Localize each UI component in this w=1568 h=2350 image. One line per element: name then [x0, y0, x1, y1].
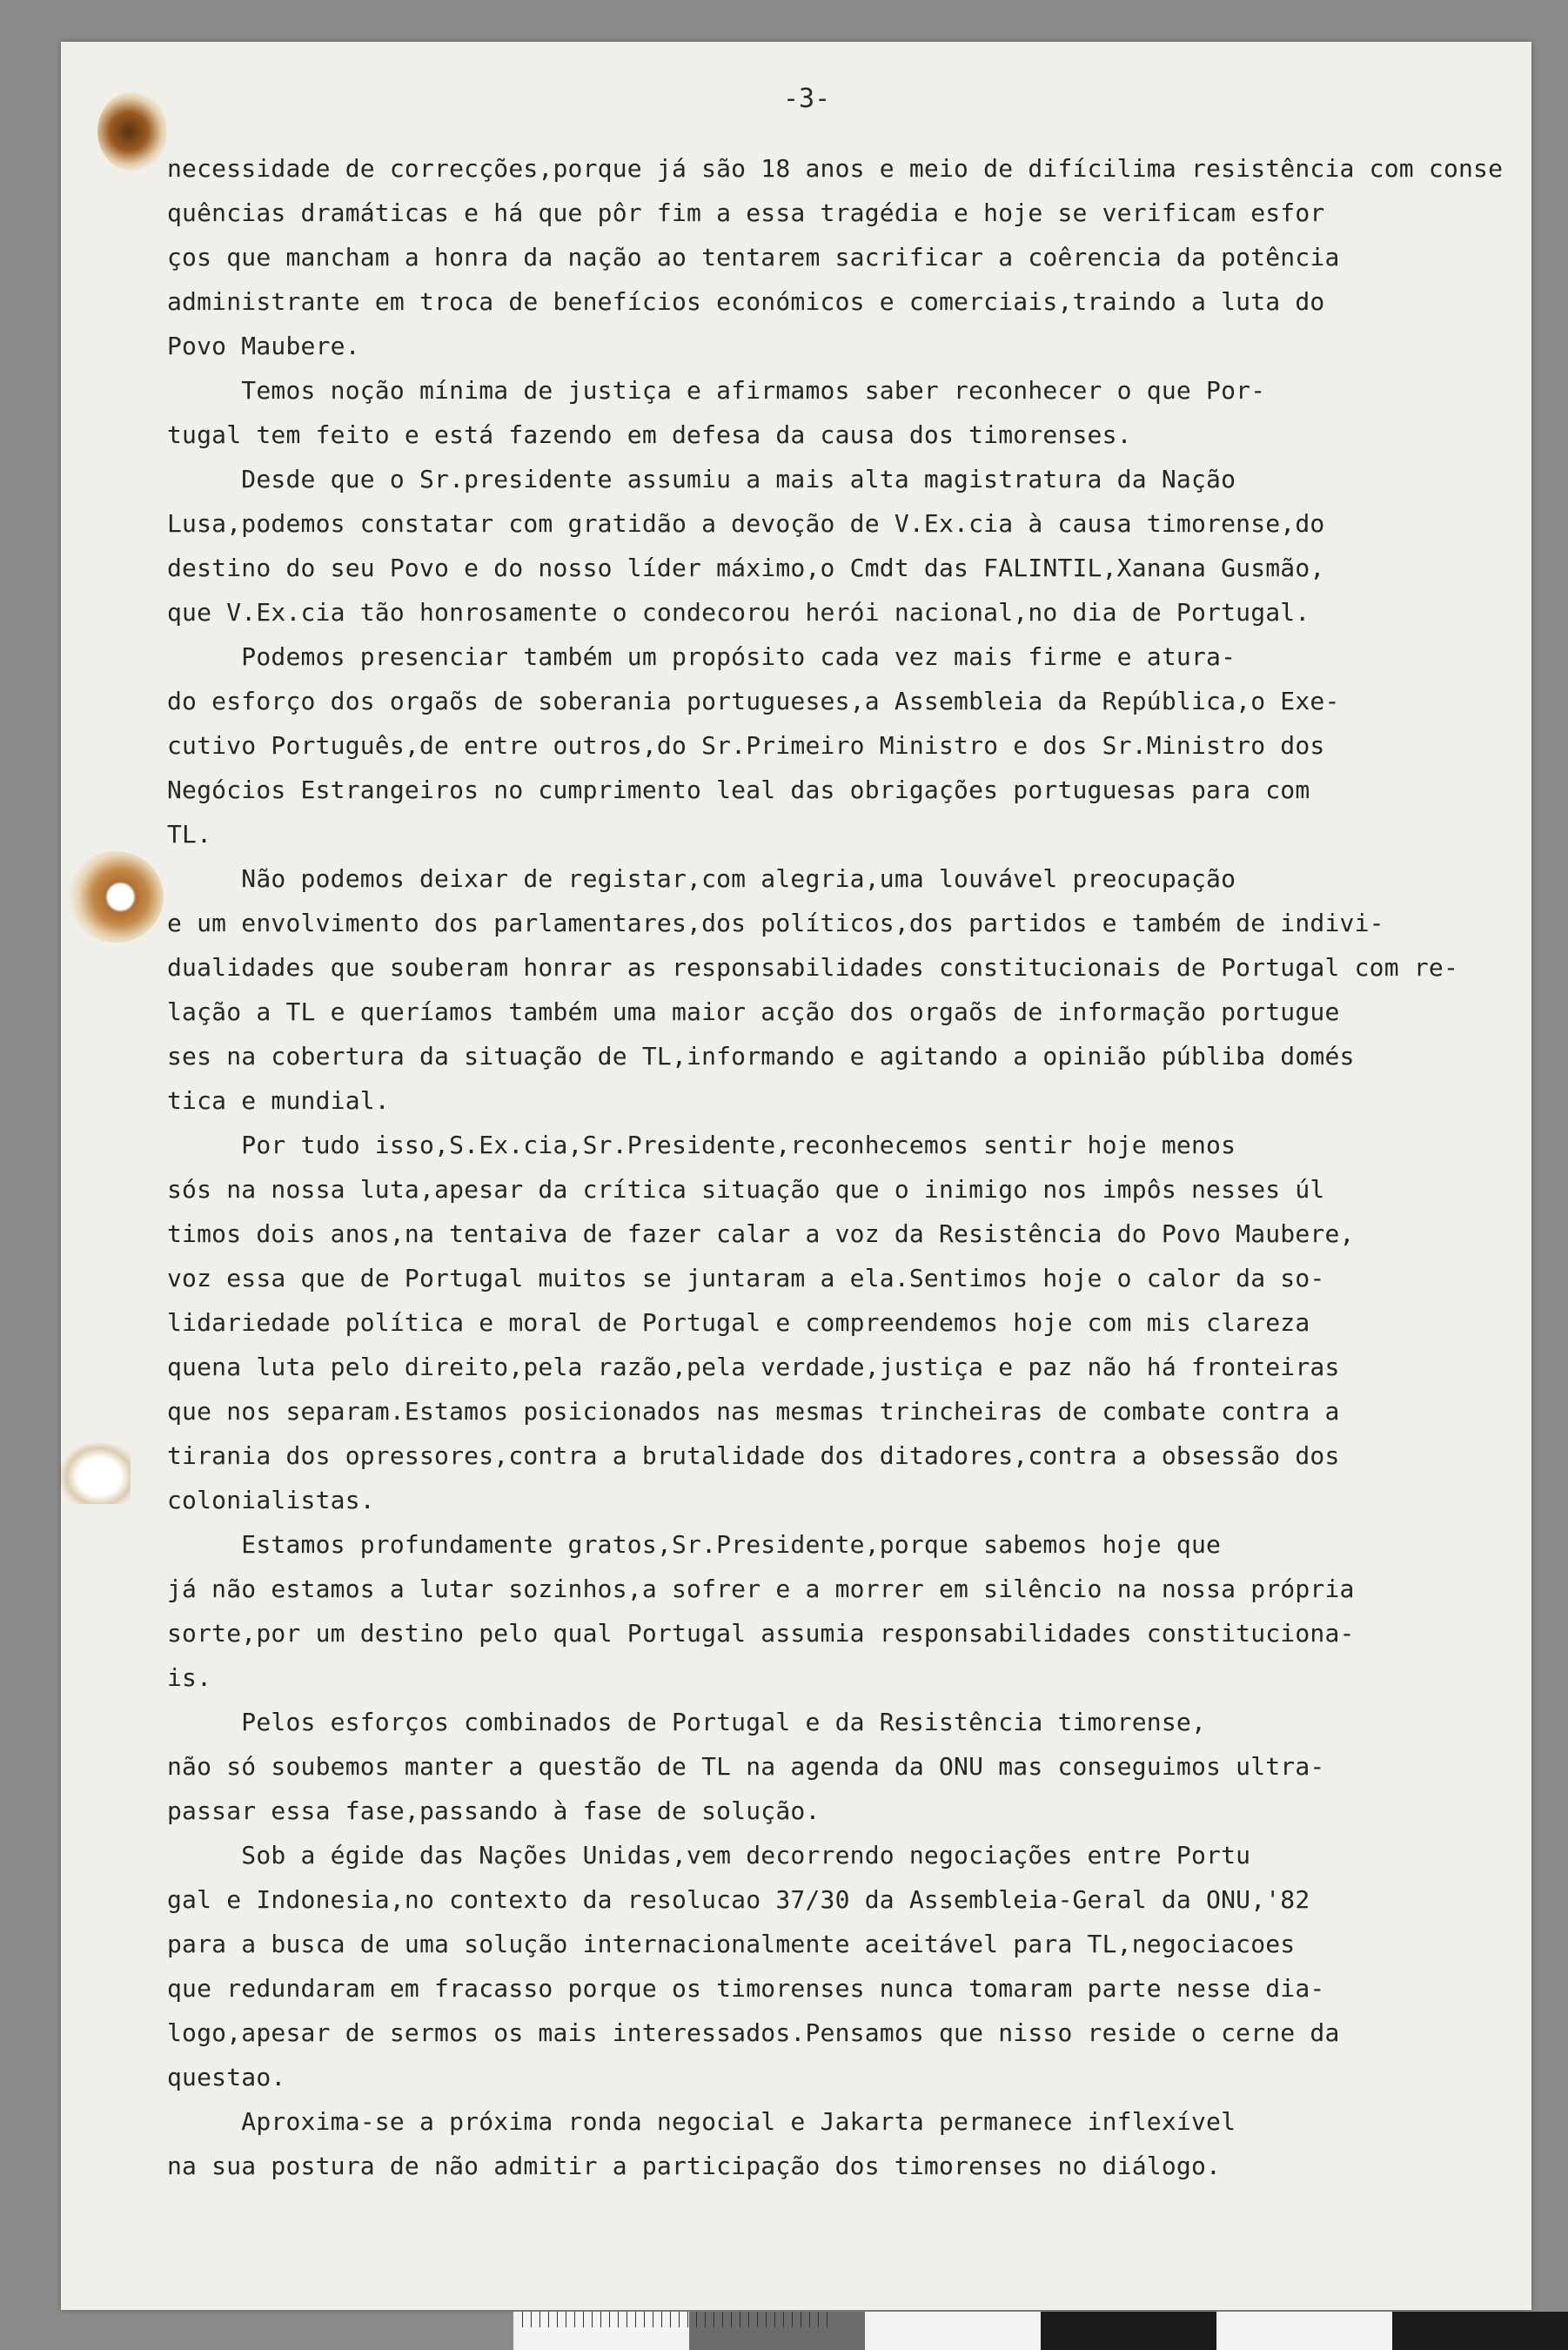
text-line: ses na cobertura da situação de TL,informando e agitando a opinião públiba domés: [167, 1042, 1355, 1071]
punch-hole: [68, 851, 164, 943]
text-line: lidariedade política e moral de Portugal e compreendemos hoje com mis clareza: [167, 1308, 1310, 1337]
text-line: sorte,por um destino pelo qual Portugal assumia responsabilidades constituciona-: [167, 1619, 1355, 1648]
text-line: lação a TL e queríamos também uma maior acção dos orgaõs de informação portugue: [167, 997, 1340, 1026]
text-line: administrante em troca de benefícios económicos e comerciais,traindo a luta do: [167, 287, 1325, 316]
text-line: Estamos profundamente gratos,Sr.Presidente,porque sabemos hoje que: [167, 1530, 1222, 1559]
text-line: que V.Ex.cia tão honrosamente o condecorou herói nacional,no dia de Portugal.: [167, 598, 1310, 627]
text-line: e um envolvimento dos parlamentares,dos políticos,dos partidos e também de indivi-: [167, 909, 1384, 937]
rust-stain: [97, 92, 167, 171]
text-line: Não podemos deixar de registar,com alegria,uma louvável preocupação: [167, 864, 1236, 893]
text-line: necessidade de correcções,porque já são 18 anos e meio de difícilima resistência com conse: [167, 154, 1504, 183]
text-line: Aproxima-se a próxima ronda negocial e Jakarta permanece inflexível: [167, 2107, 1236, 2136]
text-line: voz essa que de Portugal muitos se juntaram a ela.Sentimos hoje o calor da so-: [167, 1264, 1325, 1292]
text-line: colonialistas.: [167, 1486, 375, 1514]
text-line: Lusa,podemos constatar com gratidão a devoção de V.Ex.cia à causa timorense,do: [167, 509, 1325, 538]
text-line: TL.: [167, 820, 212, 849]
text-line: passar essa fase,passando à fase de solução.: [167, 1796, 821, 1825]
text-line: Por tudo isso,S.Ex.cia,Sr.Presidente,reconhecemos sentir hoje menos: [167, 1131, 1236, 1159]
text-line: tugal tem feito e está fazendo em defesa da causa dos timorenses.: [167, 420, 1132, 449]
text-line: dualidades que souberam honrar as responsabilidades constitucionais de Portugal com re-: [167, 953, 1458, 982]
text-line: do esforço dos orgaõs de soberania portugueses,a Assembleia da República,o Exe-: [167, 687, 1340, 715]
text-line: questao.: [167, 2063, 286, 2092]
text-line: já não estamos a lutar sozinhos,a sofrer e a morrer em silêncio na nossa própria: [167, 1574, 1355, 1603]
text-line: Povo Maubere.: [167, 332, 360, 360]
ruler-ticks: [522, 2312, 835, 2327]
text-line: logo,apesar de sermos os mais interessados.Pensamos que nisso reside o cerne da: [167, 2018, 1340, 2047]
text-line: timos dois anos,na tentaiva de fazer calar a voz da Resistência do Povo Maubere,: [167, 1219, 1355, 1248]
text-line: cutivo Português,de entre outros,do Sr.Primeiro Ministro e dos Sr.Ministro dos: [167, 731, 1325, 760]
text-line: destino do seu Povo e do nosso líder máximo,o Cmdt das FALINTIL,Xanana Gusmão,: [167, 554, 1325, 582]
text-line: quências dramáticas e há que pôr fim a essa tragédia e hoje se verificam esfor: [167, 198, 1325, 227]
text-line: Pelos esforços combinados de Portugal e da Resistência timorense,: [167, 1708, 1207, 1736]
text-line: gal e Indonesia,no contexto da resolucao 37/30 da Assembleia-Geral da ONU,'82: [167, 1885, 1310, 1914]
text-line: que redundaram em fracasso porque os timorenses nunca tomaram parte nesse dia-: [167, 1974, 1325, 2003]
text-line: na sua postura de não admitir a participação dos timorenses no diálogo.: [167, 2152, 1222, 2180]
text-line: para a busca de uma solução internacionalmente aceitável para TL,negociacoes: [167, 1930, 1296, 1958]
text-line: tirania dos opressores,contra a brutalidade dos ditadores,contra a obsessão dos: [167, 1441, 1340, 1470]
text-line: is.: [167, 1663, 212, 1692]
torn-edge: [61, 1443, 131, 1504]
text-line: sós na nossa luta,apesar da crítica situação que o inimigo nos impôs nesses úl: [167, 1175, 1325, 1204]
page-number: -3-: [783, 84, 831, 114]
text-line: tica e mundial.: [167, 1086, 390, 1115]
text-line: ços que mancham a honra da nação ao tentarem sacrificar a coêrencia da potência: [167, 243, 1340, 272]
text-line: Temos noção mínima de justiça e afirmamos saber reconhecer o que Por-: [167, 376, 1266, 405]
text-line: que nos separam.Estamos posicionados nas mesmas trincheiras de combate contra a: [167, 1397, 1340, 1426]
text-line: quena luta pelo direito,pela razão,pela verdade,justiça e paz não há fronteiras: [167, 1353, 1340, 1381]
text-line: não só soubemos manter a questão de TL na agenda da ONU mas conseguimos ultra-: [167, 1752, 1325, 1781]
text-line: Negócios Estrangeiros no cumprimento leal das obrigações portuguesas para com: [167, 776, 1310, 804]
text-line: Desde que o Sr.presidente assumiu a mais alta magistratura da Nação: [167, 465, 1236, 494]
typed-letter-body: [167, 146, 1504, 2188]
text-line: Sob a égide das Nações Unidas,vem decorrendo negociações entre Portu: [167, 1841, 1251, 1870]
text-line: Podemos presenciar também um propósito cada vez mais firme e atura-: [167, 642, 1236, 671]
